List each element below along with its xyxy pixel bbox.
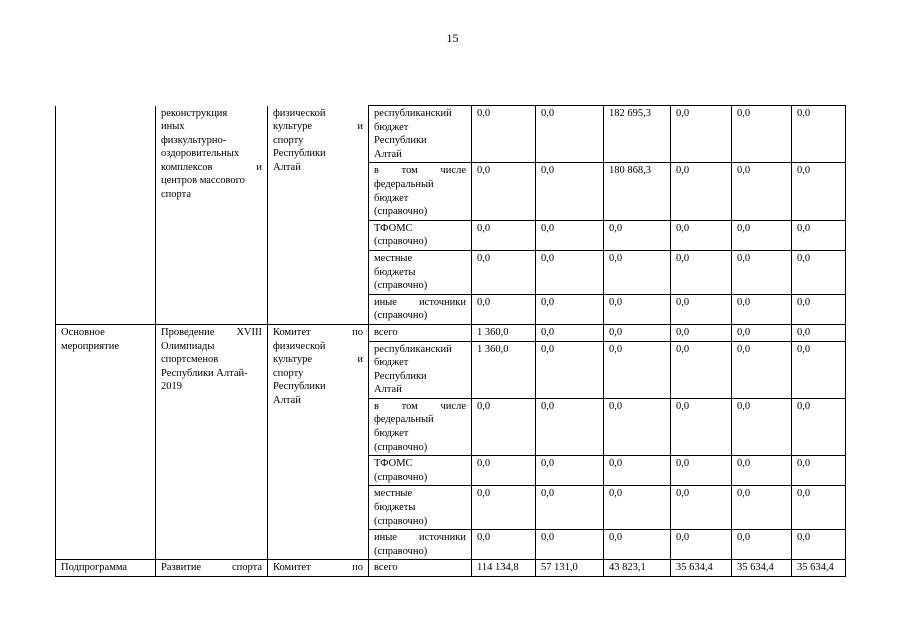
cell-line: физической: [273, 107, 326, 119]
amount-cell: 43 823,1: [604, 560, 671, 577]
cell-line: (справочно): [374, 515, 428, 527]
amount-cell: 0,0: [732, 163, 792, 220]
page-number: 15: [446, 31, 459, 45]
amount-cell: 35 634,4: [792, 560, 846, 577]
amount-cell: 180 868,3: [604, 163, 671, 220]
amount-cell: 0,0: [604, 486, 671, 530]
amount-cell: 0,0: [792, 106, 846, 163]
cell-line: спорту: [273, 367, 304, 379]
amount-cell: 0,0: [604, 324, 671, 341]
amount-cell: 0,0: [671, 220, 732, 250]
table-row: [56, 106, 846, 163]
funding-source-cell: [369, 530, 472, 560]
cell-line: бюджет: [374, 428, 409, 440]
amount-cell: 0,0: [604, 220, 671, 250]
funding-source-cell: [369, 560, 472, 577]
amount-cell: 0,0: [671, 163, 732, 220]
amount-cell: 0,0: [732, 106, 792, 163]
cell-line: федеральный: [374, 414, 434, 426]
amount-cell: 0,0: [732, 530, 792, 560]
cell-line: Подпрограмма: [61, 562, 128, 574]
amount-cell: 0,0: [732, 486, 792, 530]
cell-line: Республики Алтай-: [161, 367, 248, 379]
cell-line: иных: [161, 121, 185, 133]
cell-line: физической: [273, 340, 326, 352]
cell-line: местные: [374, 488, 413, 500]
funding-source-cell: [369, 341, 472, 398]
amount-cell: 0,0: [536, 486, 604, 530]
executor-cell: [268, 560, 369, 577]
amount-cell: 0,0: [472, 456, 536, 486]
amount-cell: 57 131,0: [536, 560, 604, 577]
program-funding-table: [55, 105, 846, 577]
funding-source-cell: [369, 250, 472, 294]
amount-cell: 0,0: [671, 341, 732, 398]
cell-line: ТФОМС: [374, 222, 413, 234]
cell-line: Республики: [273, 381, 326, 393]
amount-cell: 0,0: [732, 220, 792, 250]
cell-line: Республики: [273, 148, 326, 160]
amount-cell: 0,0: [792, 341, 846, 398]
amount-cell: 0,0: [671, 324, 732, 341]
cell-line: (справочно): [374, 471, 428, 483]
amount-cell: 0,0: [604, 456, 671, 486]
cell-line: (справочно): [374, 280, 428, 292]
event-name-cell: [156, 324, 268, 560]
cell-line: культуре и: [273, 121, 363, 133]
amount-cell: 0,0: [671, 398, 732, 455]
amount-cell: 0,0: [536, 294, 604, 324]
amount-cell: 0,0: [536, 220, 604, 250]
amount-cell: 0,0: [671, 456, 732, 486]
cell-line: спорту: [273, 134, 304, 146]
cell-line: Республики: [374, 370, 427, 382]
cell-line: Развитие спорта: [161, 562, 262, 574]
amount-cell: 0,0: [732, 456, 792, 486]
amount-cell: 0,0: [671, 530, 732, 560]
amount-cell: 1 360,0: [472, 324, 536, 341]
amount-cell: 0,0: [472, 106, 536, 163]
event-type-cell: [56, 324, 156, 560]
cell-line: спорта: [161, 189, 192, 201]
event-name-cell: [156, 106, 268, 325]
cell-line: ТФОМС: [374, 458, 413, 470]
cell-line: в том числе: [374, 400, 466, 412]
cell-line: Основное: [61, 326, 105, 338]
amount-cell: 0,0: [472, 294, 536, 324]
cell-line: бюджет: [374, 121, 409, 133]
cell-line: Комитет по: [273, 562, 363, 574]
amount-cell: 35 634,4: [732, 560, 792, 577]
executor-cell: [268, 106, 369, 325]
cell-line: Олимпиады: [161, 340, 215, 352]
amount-cell: 0,0: [536, 530, 604, 560]
cell-line: всего: [374, 326, 398, 338]
amount-cell: 0,0: [604, 294, 671, 324]
amount-cell: 0,0: [792, 324, 846, 341]
cell-line: федеральный: [374, 178, 434, 190]
amount-cell: 0,0: [671, 250, 732, 294]
event-type-cell: [56, 106, 156, 325]
amount-cell: 0,0: [472, 220, 536, 250]
cell-line: оздоровительных: [161, 148, 240, 160]
cell-line: реконструкция: [161, 107, 228, 119]
amount-cell: 182 695,3: [604, 106, 671, 163]
cell-line: Республики: [374, 135, 427, 147]
amount-cell: 0,0: [536, 250, 604, 294]
amount-cell: 0,0: [732, 324, 792, 341]
cell-line: местные: [374, 252, 413, 264]
amount-cell: 0,0: [604, 250, 671, 294]
cell-line: 2019: [161, 381, 182, 393]
amount-cell: 0,0: [536, 324, 604, 341]
amount-cell: 0,0: [536, 456, 604, 486]
cell-line: Алтай: [273, 394, 301, 406]
cell-line: (справочно): [374, 310, 428, 322]
event-name-cell: [156, 560, 268, 577]
cell-line: иные источники: [374, 532, 466, 544]
amount-cell: 0,0: [472, 163, 536, 220]
funding-source-cell: [369, 294, 472, 324]
amount-cell: 0,0: [536, 398, 604, 455]
amount-cell: 0,0: [472, 398, 536, 455]
amount-cell: 0,0: [792, 530, 846, 560]
amount-cell: 114 134,8: [472, 560, 536, 577]
funding-source-cell: [369, 398, 472, 455]
table-row: [56, 560, 846, 577]
amount-cell: 1 360,0: [472, 341, 536, 398]
cell-line: мероприятие: [61, 340, 119, 352]
funding-source-cell: [369, 163, 472, 220]
amount-cell: 0,0: [732, 341, 792, 398]
cell-line: в том числе: [374, 165, 466, 177]
amount-cell: 0,0: [472, 530, 536, 560]
amount-cell: 0,0: [472, 250, 536, 294]
event-type-cell: [56, 560, 156, 577]
cell-line: комплексов и: [161, 161, 262, 173]
cell-line: спортсменов: [161, 354, 219, 366]
cell-line: Проведение XVIII: [161, 326, 262, 338]
funding-source-cell: [369, 106, 472, 163]
amount-cell: 0,0: [792, 486, 846, 530]
amount-cell: 0,0: [671, 486, 732, 530]
cell-line: бюджеты: [374, 502, 416, 514]
amount-cell: 0,0: [536, 341, 604, 398]
amount-cell: 0,0: [792, 163, 846, 220]
cell-line: Алтай: [374, 148, 402, 160]
amount-cell: 0,0: [472, 486, 536, 530]
cell-line: центров массового: [161, 175, 245, 187]
amount-cell: 0,0: [792, 250, 846, 294]
funding-source-cell: [369, 324, 472, 341]
amount-cell: 0,0: [792, 220, 846, 250]
amount-cell: 0,0: [604, 398, 671, 455]
cell-line: Алтай: [374, 384, 402, 396]
cell-line: (справочно): [374, 545, 428, 557]
cell-line: республиканский: [374, 343, 452, 355]
amount-cell: 0,0: [732, 294, 792, 324]
cell-line: (справочно): [374, 206, 428, 218]
table-row: [56, 324, 846, 341]
cell-line: бюджеты: [374, 266, 416, 278]
amount-cell: 0,0: [671, 294, 732, 324]
amount-cell: 0,0: [604, 530, 671, 560]
cell-line: иные источники: [374, 296, 466, 308]
amount-cell: 0,0: [604, 341, 671, 398]
amount-cell: 0,0: [536, 163, 604, 220]
amount-cell: 0,0: [792, 398, 846, 455]
amount-cell: 0,0: [536, 106, 604, 163]
funding-source-cell: [369, 486, 472, 530]
cell-line: Алтай: [273, 161, 301, 173]
cell-line: физкультурно-: [161, 134, 227, 146]
funding-source-cell: [369, 456, 472, 486]
amount-cell: 0,0: [732, 398, 792, 455]
cell-line: (справочно): [374, 236, 428, 248]
amount-cell: 0,0: [732, 250, 792, 294]
executor-cell: [268, 324, 369, 560]
amount-cell: 35 634,4: [671, 560, 732, 577]
cell-line: (справочно): [374, 441, 428, 453]
cell-line: бюджет: [374, 192, 409, 204]
amount-cell: 0,0: [792, 294, 846, 324]
amount-cell: 0,0: [792, 456, 846, 486]
cell-line: Комитет по: [273, 326, 363, 338]
amount-cell: 0,0: [671, 106, 732, 163]
cell-line: культуре и: [273, 354, 363, 366]
cell-line: всего: [374, 562, 398, 574]
cell-line: бюджет: [374, 357, 409, 369]
funding-source-cell: [369, 220, 472, 250]
cell-line: республиканский: [374, 108, 452, 119]
